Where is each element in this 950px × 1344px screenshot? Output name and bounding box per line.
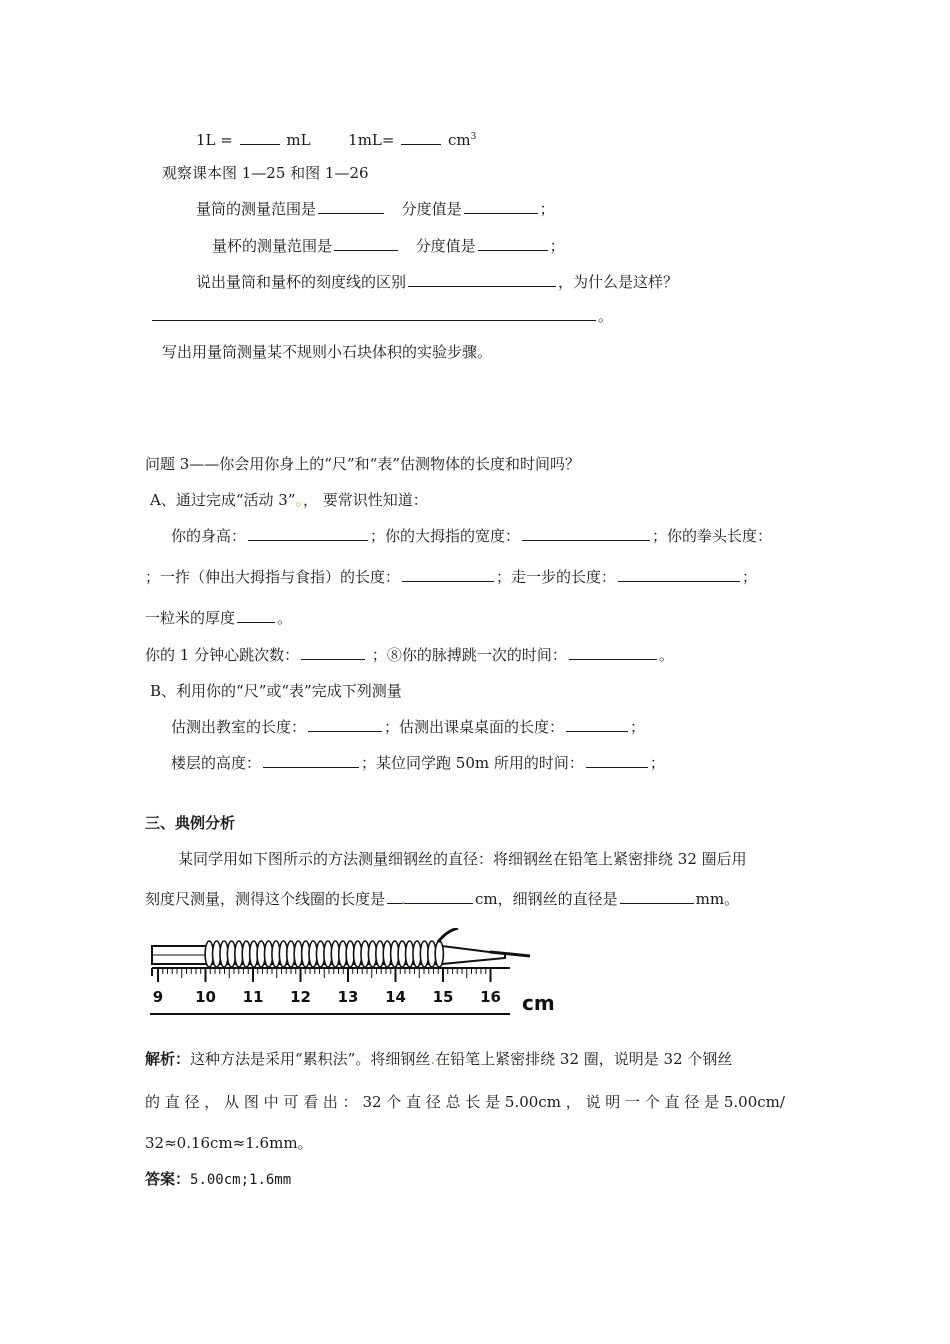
desk-blank[interactable] <box>566 717 628 732</box>
section-a <box>150 490 428 510</box>
ruler-tick-labels <box>153 988 501 1006</box>
ruler-unit-label: cm <box>522 991 555 1015</box>
question-3: 问题 3——你会用你身上的“尺”和“表”估测物体的长度和时间吗？ <box>145 455 580 473</box>
desk-label: ；估测出课桌桌面的长度： <box>384 718 565 736</box>
floor-blank[interactable] <box>263 753 359 768</box>
ruler-tick-label: 10 <box>195 988 216 1006</box>
heart-label: 你的 1 分钟心跳次数： <box>145 646 300 664</box>
step-blank[interactable] <box>618 567 740 582</box>
desk-end: ； <box>630 718 646 736</box>
span-label: ；一拃（伸出大拇指与食指）的长度： <box>145 568 401 586</box>
ruler-tick-label: 11 <box>242 988 264 1006</box>
diameter-label: cm，细钢丝的直径是 <box>475 890 618 908</box>
why-label: ，为什么是这样？ <box>558 273 679 291</box>
ruler-tick-label: 13 <box>337 988 359 1006</box>
steps-line: 写出用量筒测量某不规则小石块体积的实验步骤。 <box>162 343 493 361</box>
wire-end <box>438 928 458 942</box>
cup-range-label: 量杯的测量范围是 <box>212 237 333 255</box>
analysis-text-1b: 在铅笔上紧密排绕 32 圈，说明是 32 个钢丝 <box>435 1050 733 1068</box>
ruler-tick-label: 15 <box>432 988 454 1006</box>
cylinder-range-blank[interactable] <box>318 199 384 214</box>
ruler-tick-label: 14 <box>385 988 406 1006</box>
room-label: 估测出教室的长度： <box>171 718 307 736</box>
cylinder-end: ； <box>539 200 555 218</box>
liter-label: 1L = <box>196 131 233 149</box>
rice-blank[interactable] <box>237 608 275 623</box>
floor-label: 楼层的高度： <box>171 754 262 772</box>
cup-div-label: 分度值是 <box>415 237 476 255</box>
coil-length-label: 刻度尺测量，测得这个线圈的长度是 <box>145 890 386 908</box>
measure-line-2 <box>171 753 665 773</box>
diameter-blank[interactable] <box>620 889 694 904</box>
body-measure-line-1 <box>171 526 772 546</box>
reason-blank[interactable] <box>152 306 596 321</box>
coil-length-blank[interactable] <box>387 889 473 908</box>
heart-line <box>145 645 674 665</box>
wire-coil <box>205 941 443 967</box>
analysis-mark: . <box>430 1050 436 1068</box>
liter-blank[interactable] <box>240 130 280 145</box>
analysis-line-2: 的 直 径 ， 从 图 中 可 看 出 ： 32 个 直 径 总 长 是 5.00cm ， 说 明 一 个 直 径 是 5.00cm/ <box>145 1093 785 1111</box>
run-end: ； <box>649 754 665 772</box>
cup-range-blank[interactable] <box>334 236 398 251</box>
run-blank[interactable] <box>586 753 648 768</box>
analysis-line-3: 32≈0.16cm≈1.6mm。 <box>145 1134 313 1152</box>
ml-blank[interactable] <box>401 130 441 145</box>
rice-end: 。 <box>277 609 293 627</box>
pulse-blank[interactable] <box>569 645 657 660</box>
rice-line <box>145 608 292 628</box>
rice-label: 一粒米的厚度 <box>145 609 236 627</box>
ruler <box>150 968 555 1015</box>
cup-line <box>212 236 565 256</box>
analysis-label: 解析： <box>145 1050 191 1068</box>
section-a-label: A、通过完成“活动 3” <box>150 491 296 509</box>
run-label: ；某位同学跑 50m 所用的时间： <box>361 754 584 772</box>
ruler-pencil-figure <box>150 928 560 1024</box>
analysis-line-1 <box>145 1049 732 1069</box>
pulse-end: 。 <box>658 646 674 664</box>
cube-superscript: 3 <box>470 132 477 142</box>
ruler-tick-label: 16 <box>480 988 501 1006</box>
pencil-tip <box>442 946 505 964</box>
coil-turn <box>435 941 443 967</box>
cup-div-blank[interactable] <box>478 236 548 251</box>
section-a-mark: 。 <box>295 491 303 509</box>
ml-unit: mL <box>286 131 311 149</box>
observe-line: 观察课本图 1—25 和图 1—26 <box>162 164 369 182</box>
cylinder-div-blank[interactable] <box>464 199 538 214</box>
reason-line <box>150 306 613 326</box>
section-b: B、利用你的“尺”或“表”完成下列测量 <box>150 682 402 700</box>
step-label: ；走一步的长度： <box>496 568 617 586</box>
answer-value: 5.00cm;1.6mm <box>190 1172 292 1188</box>
difference-label: 说出量筒和量杯的刻度线的区别 <box>196 273 407 291</box>
ruler-tick-label: 12 <box>290 988 311 1006</box>
room-blank[interactable] <box>308 717 382 732</box>
body-measure-line-2 <box>145 567 757 587</box>
section-3-heading: 三、典例分析 <box>145 814 236 832</box>
ruler-ticks <box>158 968 491 982</box>
pulse-label: ；⑧你的脉搏跳一次的时间： <box>367 646 567 664</box>
difference-line <box>196 272 678 292</box>
unit-conversion-line <box>196 127 476 150</box>
measure-line-1 <box>171 717 645 737</box>
thumb-label: ；你的大拇指的宽度： <box>370 527 521 545</box>
height-label: 你的身高： <box>171 527 247 545</box>
coil-length-mark: . <box>401 890 406 908</box>
diameter-unit: mm。 <box>695 890 740 908</box>
span-blank[interactable] <box>402 567 494 582</box>
height-blank[interactable] <box>248 526 368 541</box>
answer-label: 答案： <box>145 1170 191 1188</box>
step-end: ； <box>742 568 758 586</box>
section-a-suffix: ， 要常识性知道： <box>303 491 428 509</box>
thumb-blank[interactable] <box>522 526 650 541</box>
cup-end: ； <box>549 237 565 255</box>
example-line-2 <box>145 889 739 909</box>
answer-line <box>145 1169 291 1190</box>
reason-period: 。 <box>598 307 614 325</box>
cylinder-div-label: 分度值是 <box>401 200 462 218</box>
heart-blank[interactable] <box>301 645 365 660</box>
analysis-text-1a: 这种方法是采用“累积法”。将细钢丝 <box>190 1050 431 1068</box>
cylinder-line <box>196 199 555 219</box>
ruler-tick-label: 9 <box>152 988 164 1006</box>
cylinder-range-label: 量筒的测量范围是 <box>196 200 317 218</box>
difference-blank[interactable] <box>408 272 556 287</box>
fist-label: ；你的拳头长度： <box>652 527 773 545</box>
ml-label: 1mL= <box>348 131 395 149</box>
cm-unit: cm <box>448 131 471 149</box>
example-line-1: 某同学用如下图所示的方法测量细钢丝的直径：将细钢丝在铅笔上紧密排绕 32 圈后用 <box>178 850 747 868</box>
